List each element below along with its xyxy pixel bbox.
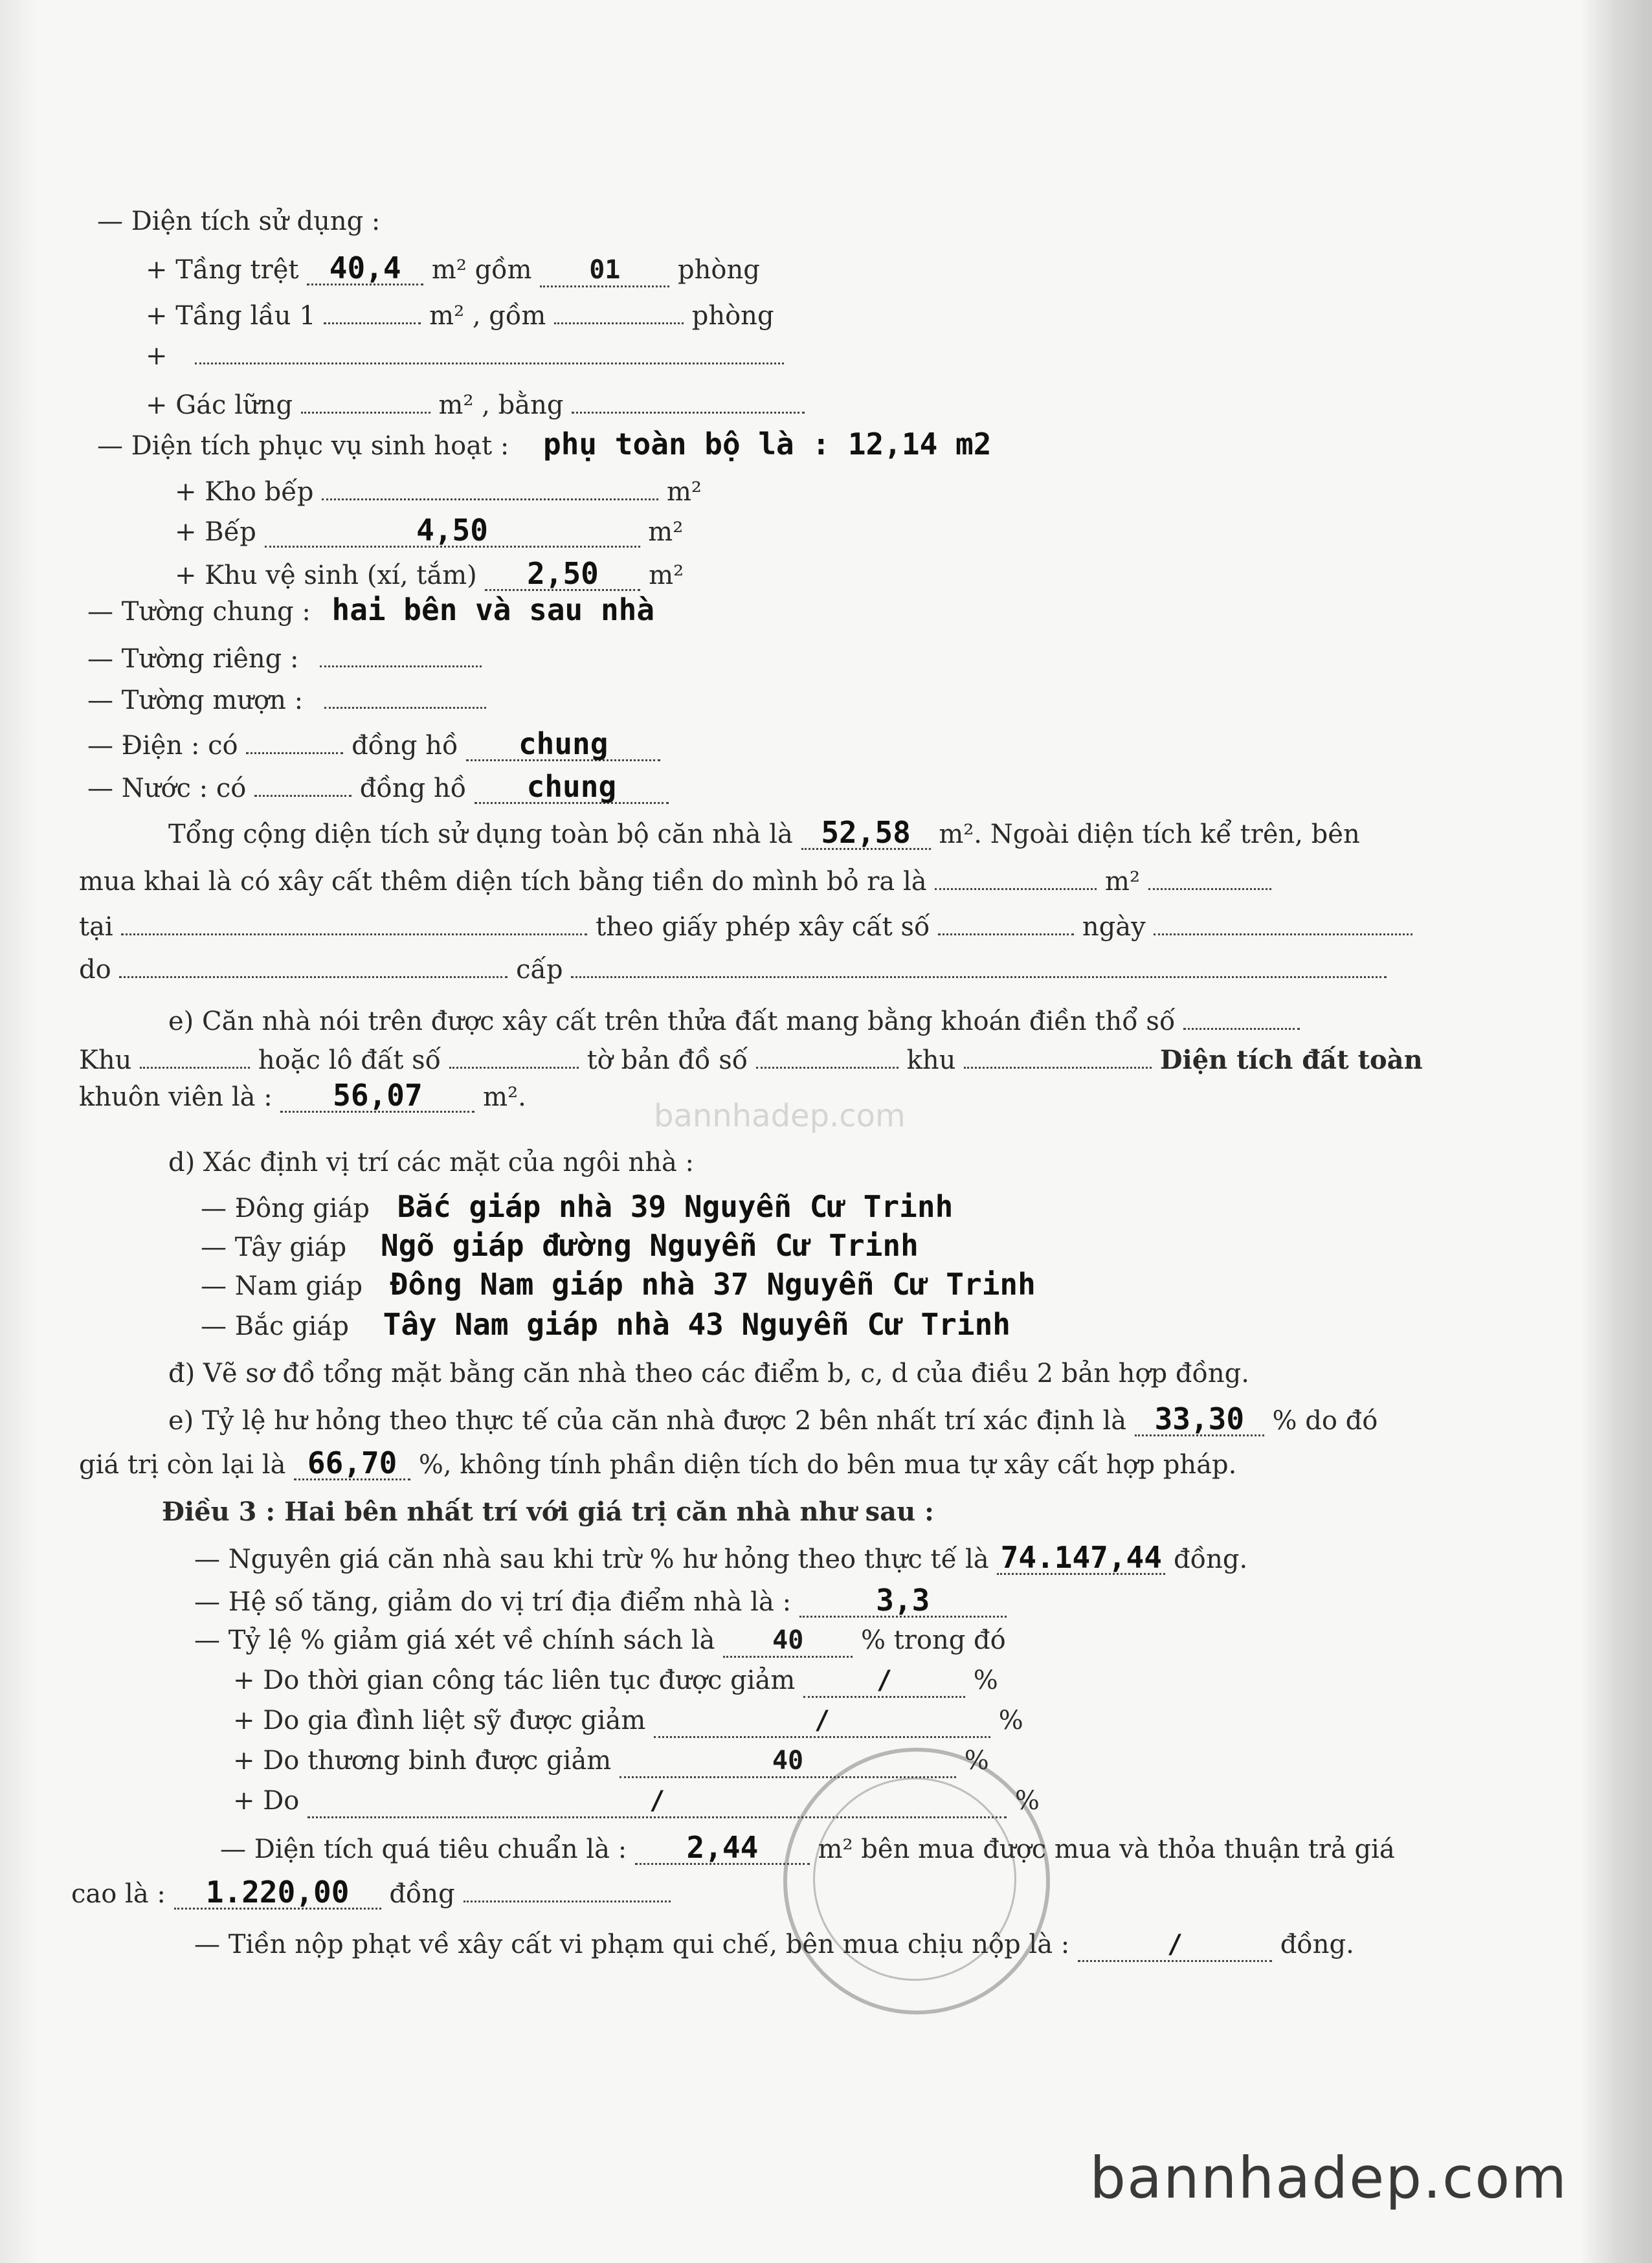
borrowed-wall-line [87, 681, 486, 716]
service-area-value: phụ toàn bộ là : 12,14 m2 [543, 427, 992, 462]
original-price-value: 74.147,44 [997, 1542, 1165, 1575]
borrowed-wall-field [324, 681, 486, 709]
land-l3-unit: m². [483, 1082, 526, 1112]
storage-line [175, 473, 702, 507]
mezzanine-material [572, 386, 805, 414]
excess-price-tail [463, 1875, 671, 1902]
land-deed-number [1183, 1002, 1300, 1030]
ground-floor-rooms-label: phòng [678, 255, 760, 285]
land-line-2 [79, 1041, 1423, 1076]
position-heading: d) Xác định vị trí các mặt của ngôi nhà : [168, 1148, 694, 1177]
storage-label: + Kho bếp [175, 477, 314, 507]
layout-sketch-line: đ) Vẽ sơ đồ tổng mặt bằng căn nhà theo các điểm b, c, d của điều 2 bản hợp đồng. [168, 1359, 1249, 1388]
damage-l2-text: giá trị còn lại là [79, 1450, 286, 1480]
damage-line-2 [79, 1447, 1236, 1480]
electricity-line [87, 726, 660, 761]
original-price-unit: đồng. [1174, 1544, 1248, 1574]
penalty-line [194, 1929, 1354, 1962]
first-floor-rooms [554, 296, 684, 324]
water-meter-label: đồng hồ [359, 774, 467, 803]
electricity-meter-label: đồng hồ [352, 731, 458, 761]
extra-floor-field [195, 337, 784, 364]
common-wall-line [87, 594, 654, 627]
official-seal-inner-ring [813, 1778, 1016, 1981]
water-line [87, 769, 669, 804]
land-l3-label: khuôn viên là : [79, 1082, 273, 1112]
private-wall-line [87, 640, 482, 674]
veteran-discount-label: + Do thương binh được giảm [233, 1746, 612, 1776]
permit-number [938, 908, 1074, 935]
water-label: — Nước : có [87, 774, 247, 803]
permit-issuer [119, 950, 508, 978]
land-l2-lot: hoặc lô đất số [258, 1045, 441, 1075]
damage-l1-tail: % do đó [1272, 1406, 1378, 1436]
excess-price-unit: đồng [389, 1879, 455, 1909]
other-discount-label: + Do [233, 1786, 300, 1816]
total-l2-text: mua khai là có xây cất thêm diện tích bằng tiền do mình bỏ ra là [79, 867, 927, 897]
first-floor-line [146, 296, 774, 331]
land-l2-area: Khu [79, 1045, 132, 1075]
excess-price-label: cao là : [71, 1879, 166, 1909]
ground-floor-line [146, 252, 760, 287]
center-watermark: bannhadep.com [654, 1098, 906, 1134]
kitchen-area: 4,50 [265, 515, 640, 548]
east-label: — Đông giáp [201, 1194, 370, 1223]
mezzanine-area [301, 386, 430, 414]
north-value: Tây Nam giáp nhà 43 Nguyễn Cư Trinh [383, 1307, 1010, 1342]
location-coef-label: — Hệ số tăng, giảm do vị trí địa điểm nhà là : [194, 1587, 792, 1617]
first-floor-rooms-label: phòng [691, 301, 774, 331]
west-label: — Tây giáp [201, 1232, 347, 1262]
storage-area [322, 473, 658, 500]
total-line-2 [79, 862, 1271, 897]
other-discount-unit: % [1014, 1786, 1040, 1816]
original-price-line [194, 1542, 1247, 1575]
wc-label: + Khu vệ sinh (xí, tắm) [175, 561, 477, 590]
total-text-a: Tổng cộng diện tích sử dụng toàn bộ căn nhà là [168, 819, 793, 849]
land-map-number [756, 1041, 899, 1069]
extra-built-area-tail [1148, 862, 1271, 890]
kitchen-label: + Bếp [175, 517, 256, 547]
first-floor-label: + Tầng lầu 1 [146, 301, 316, 331]
total-line-1 [168, 817, 1360, 850]
borrowed-wall-label: — Tường mượn : [87, 686, 304, 715]
article-3-title: Điều 3 : Hai bên nhất trí với giá trị căn nhà như sau : [162, 1497, 934, 1527]
damage-line-1 [168, 1403, 1378, 1436]
land-zone [964, 1041, 1152, 1069]
total-l3-permit: theo giấy phép xây cất số [596, 912, 930, 942]
official-seal [783, 1748, 1050, 2014]
kitchen-line [175, 515, 683, 548]
total-l3-date: ngày [1082, 912, 1146, 942]
excess-area-tail: m² bên mua được mua và thỏa thuận trả giá [818, 1834, 1395, 1864]
total-l3-at: tại [79, 912, 113, 942]
other-discount-value: / [307, 1785, 1007, 1818]
service-discount-label: + Do thời gian công tác liên tục được giảm [233, 1666, 796, 1695]
damage-l1-text: e) Tỷ lệ hư hỏng theo thực tế của căn nhà được 2 bên nhất trí xác định là [168, 1406, 1127, 1436]
policy-discount-value: 40 [723, 1625, 853, 1658]
veteran-discount-value: 40 [620, 1745, 956, 1778]
original-price-label: — Nguyên giá căn nhà sau khi trừ % hư hỏng theo thực tế là [194, 1544, 989, 1574]
service-area-label: — Diện tích phục vụ sinh hoạt : [97, 431, 509, 461]
land-area-code [140, 1041, 250, 1069]
location-coef-value: 3,3 [799, 1585, 1007, 1618]
west-line [201, 1230, 919, 1263]
damage-l2-tail: %, không tính phần diện tích do bên mua tự xây cất hợp pháp. [418, 1450, 1237, 1480]
ground-floor-area: 40,4 [307, 252, 423, 285]
wc-area: 2,50 [485, 558, 640, 591]
land-line-1 [168, 1002, 1300, 1037]
common-wall-value: hai bên và sau nhà [331, 592, 655, 627]
permit-date [1154, 908, 1412, 935]
total-l2-unit: m² [1105, 867, 1141, 897]
total-area-value: 52,58 [801, 817, 931, 850]
footer-watermark: bannhadep.com [1089, 2145, 1568, 2211]
martyr-discount-value: / [654, 1705, 990, 1738]
electricity-label: — Điện : có [87, 731, 238, 761]
wc-unit: m² [649, 561, 684, 590]
martyr-discount-line [233, 1705, 1023, 1738]
service-discount-unit: % [973, 1666, 998, 1695]
service-area-line [97, 429, 991, 462]
policy-discount-label: — Tỷ lệ % giảm giá xét về chính sách là [194, 1625, 715, 1655]
wc-line [175, 558, 684, 591]
land-lot-number [449, 1041, 579, 1069]
land-l2-zone: khu [906, 1045, 956, 1075]
policy-discount-tail: % trong đó [860, 1625, 1006, 1655]
penalty-value: / [1078, 1929, 1272, 1962]
common-wall-label: — Tường chung : [87, 597, 311, 627]
location-coef-line [194, 1585, 1007, 1618]
north-line [201, 1309, 1010, 1342]
remaining-percent: 66,70 [294, 1447, 410, 1480]
extra-floor-line [146, 337, 784, 372]
electricity-count [246, 726, 343, 754]
penalty-label: — Tiền nộp phạt về xây cất vi phạm qui chế, bên mua chịu nộp là : [194, 1930, 1070, 1959]
land-total-area: 56,07 [280, 1080, 474, 1113]
veteran-discount-unit: % [964, 1746, 989, 1776]
permit-location [121, 908, 587, 935]
first-floor-area [324, 296, 421, 324]
service-discount-value: / [803, 1665, 965, 1698]
permit-issue-tail [571, 950, 1387, 978]
west-value: Ngõ giáp đường Nguyễn Cư Trinh [380, 1228, 919, 1263]
water-count [254, 769, 352, 797]
east-value: Bắc giáp nhà 39 Nguyễn Cư Trinh [397, 1189, 954, 1224]
mezzanine-label: + Gác lững [146, 390, 293, 420]
south-label: — Nam giáp [201, 1271, 363, 1301]
land-l2-map: tờ bản đồ số [586, 1045, 748, 1075]
kitchen-unit: m² [648, 517, 684, 547]
ground-floor-label: + Tầng trệt [146, 255, 299, 285]
total-line-3 [79, 908, 1412, 942]
electricity-meter-value: chung [466, 728, 660, 761]
east-line [201, 1191, 953, 1224]
mezzanine-line [146, 386, 805, 421]
martyr-discount-unit: % [998, 1706, 1023, 1735]
extra-built-area [935, 862, 1097, 890]
total-text-b: m². Ngoài diện tích kể trên, bên [939, 819, 1360, 849]
ground-floor-rooms: 01 [540, 254, 669, 287]
excess-area-value: 2,44 [635, 1832, 810, 1865]
private-wall-field [320, 640, 482, 667]
ground-floor-unit: m² gồm [431, 255, 532, 285]
water-meter-value: chung [474, 771, 669, 804]
usage-area-heading: — Diện tích sử dụng : [97, 206, 381, 236]
land-line-3 [79, 1080, 526, 1113]
damage-percent: 33,30 [1135, 1403, 1264, 1436]
north-label: — Bắc giáp [201, 1311, 349, 1341]
policy-discount-line [194, 1625, 1006, 1658]
total-l4-by: do [79, 955, 111, 985]
land-l2-total: Diện tích đất toàn [1159, 1045, 1423, 1075]
extra-floor-plus: + [146, 341, 168, 371]
martyr-discount-label: + Do gia đình liệt sỹ được giảm [233, 1706, 646, 1735]
penalty-unit: đồng. [1280, 1930, 1354, 1959]
private-wall-label: — Tường riêng : [87, 644, 299, 674]
south-value: Đông Nam giáp nhà 37 Nguyễn Cư Trinh [390, 1267, 1036, 1302]
south-line [201, 1269, 1036, 1302]
excess-price-value: 1.220,00 [174, 1877, 381, 1910]
excess-price-line [71, 1875, 671, 1910]
land-l1-text: e) Căn nhà nói trên được xây cất trên thửa đất mang bằng khoán điền thổ số [168, 1007, 1176, 1036]
mezzanine-unit: m² , bằng [438, 390, 564, 420]
total-l4-issue: cấp [516, 955, 563, 985]
excess-area-label: — Diện tích quá tiêu chuẩn là : [220, 1834, 627, 1864]
total-line-4 [79, 950, 1387, 985]
service-discount-line [233, 1665, 998, 1698]
first-floor-unit: m² , gồm [429, 301, 546, 331]
storage-unit: m² [666, 477, 702, 507]
